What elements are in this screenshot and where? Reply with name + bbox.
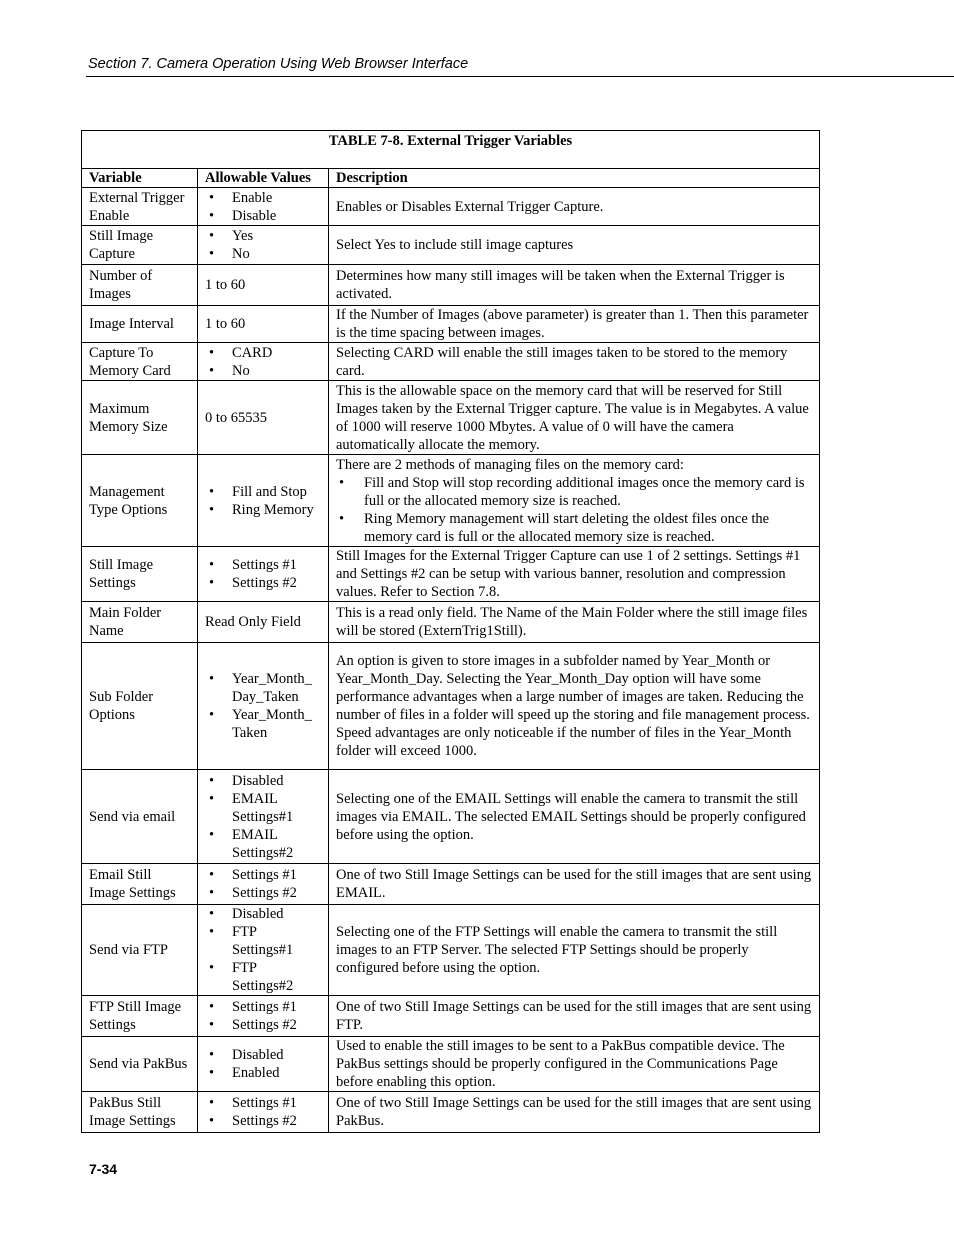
table-row bbox=[82, 996, 820, 1037]
value-item: • Settings #1 bbox=[205, 1094, 321, 1112]
values-cell bbox=[198, 643, 329, 770]
description-cell: Selecting one of the FTP Settings will enable the camera to transmit the still images to an FTP Server. The selected FTP Settings should be properly configured before using the option. bbox=[329, 905, 820, 996]
table-row bbox=[82, 643, 820, 770]
table-caption-row bbox=[82, 131, 820, 169]
value-item: • Settings #2 bbox=[205, 1016, 321, 1034]
value-item: • Ring Memory bbox=[205, 501, 321, 519]
value-item: • Settings #2 bbox=[205, 574, 321, 592]
description-cell: This is a read only field. The Name of the Main Folder where the still image files will be stored (ExternTrig1Still). bbox=[329, 602, 820, 643]
values-cell: Read Only Field bbox=[198, 602, 329, 643]
value-item: • Enabled bbox=[205, 1064, 321, 1082]
page-number: 7-34 bbox=[89, 1161, 118, 1177]
values-cell: 0 to 65535 bbox=[198, 381, 329, 455]
value-item: • FTP Settings#2 bbox=[205, 959, 321, 995]
table-row bbox=[82, 265, 820, 306]
value-item: • Yes bbox=[205, 227, 321, 245]
header-rule bbox=[86, 76, 954, 77]
variable-cell: Number of Images bbox=[82, 265, 198, 306]
values-cell bbox=[198, 343, 329, 381]
value-item: • Disabled bbox=[205, 1046, 321, 1064]
table-header-row bbox=[82, 169, 820, 188]
value-item: • Settings #2 bbox=[205, 884, 321, 902]
values-cell bbox=[198, 226, 329, 265]
variable-cell: Image Interval bbox=[82, 306, 198, 343]
table-row bbox=[82, 905, 820, 996]
table-row bbox=[82, 864, 820, 905]
variable-cell: Send via PakBus bbox=[82, 1037, 198, 1092]
description-cell: Still Images for the External Trigger Capture can use 1 of 2 settings. Settings #1 and Settings #2 can be setup with various banner, resolution and compression values. Refer to Section 7.8. bbox=[329, 547, 820, 602]
variable-cell: Still Image Settings bbox=[82, 547, 198, 602]
table-row bbox=[82, 602, 820, 643]
variable-cell: Management Type Options bbox=[82, 455, 198, 547]
table-caption: TABLE 7-8. External Trigger Variables bbox=[82, 131, 820, 169]
description-cell: An option is given to store images in a subfolder named by Year_Month or Year_Month_Day. Selecting the Year_Month_Day option will have some performance advantages when a large number of images are taken. Reducing the number of files in a folder will speed up the storing and file management process. Speed advantages are only noticeable if the number of files in the Year_Month folder will exceed 1000. bbox=[329, 643, 820, 770]
table-row bbox=[82, 343, 820, 381]
value-item: • EMAIL Settings#2 bbox=[205, 826, 321, 862]
value-item: • Settings #2 bbox=[205, 1112, 321, 1130]
description-cell: Used to enable the still images to be sent to a PakBus compatible device. The PakBus settings should be properly configured in the Communications Page before enabling this option. bbox=[329, 1037, 820, 1092]
variable-cell: Send via email bbox=[82, 770, 198, 864]
description-intro: There are 2 methods of managing files on the memory card: bbox=[336, 456, 684, 473]
description-cell bbox=[329, 455, 820, 547]
values-cell bbox=[198, 1037, 329, 1092]
value-item: • Settings #1 bbox=[205, 866, 321, 884]
variable-cell: Maximum Memory Size bbox=[82, 381, 198, 455]
values-cell bbox=[198, 770, 329, 864]
table-row bbox=[82, 188, 820, 226]
description-cell: If the Number of Images (above parameter) is greater than 1. Then this parameter is the time spacing between images. bbox=[329, 306, 820, 343]
variable-cell: Capture To Memory Card bbox=[82, 343, 198, 381]
values-cell bbox=[198, 547, 329, 602]
value-item: • EMAIL Settings#1 bbox=[205, 790, 321, 826]
column-header-description: Description bbox=[329, 169, 820, 188]
table-row bbox=[82, 455, 820, 547]
values-cell bbox=[198, 455, 329, 547]
values-cell bbox=[198, 188, 329, 226]
description-cell: Enables or Disables External Trigger Capture. bbox=[329, 188, 820, 226]
value-item: • Year_Month_ Day_Taken bbox=[205, 670, 321, 706]
table-row bbox=[82, 547, 820, 602]
table-row bbox=[82, 381, 820, 455]
values-cell bbox=[198, 996, 329, 1037]
description-cell: Selecting one of the EMAIL Settings will enable the camera to transmit the still images via EMAIL. The selected EMAIL Settings should be properly configured before using the option. bbox=[329, 770, 820, 864]
value-item: • Year_Month_ Taken bbox=[205, 706, 321, 742]
description-cell: One of two Still Image Settings can be used for the still images that are sent using EMAIL. bbox=[329, 864, 820, 905]
description-cell: Selecting CARD will enable the still images taken to be stored to the memory card. bbox=[329, 343, 820, 381]
variable-cell: Email Still Image Settings bbox=[82, 864, 198, 905]
column-header-variable: Variable bbox=[82, 169, 198, 188]
variable-cell: External Trigger Enable bbox=[82, 188, 198, 226]
description-bullet: • Ring Memory management will start deleting the oldest files once the memory card is full or the allocated memory size is reached. bbox=[336, 510, 812, 546]
description-cell: One of two Still Image Settings can be used for the still images that are sent using PakBus. bbox=[329, 1092, 820, 1133]
description-cell: This is the allowable space on the memory card that will be reserved for Still Images taken by the External Trigger capture. The value is in Megabytes. A value of 1000 will reserve 1000 Mbytes. A value of 0 will have the camera automatically allocate the memory. bbox=[329, 381, 820, 455]
value-item: • Fill and Stop bbox=[205, 483, 321, 501]
values-cell bbox=[198, 1092, 329, 1133]
description-cell: Select Yes to include still image captures bbox=[329, 226, 820, 265]
values-cell: 1 to 60 bbox=[198, 306, 329, 343]
variable-cell: Send via FTP bbox=[82, 905, 198, 996]
variable-cell: Main Folder Name bbox=[82, 602, 198, 643]
table-row bbox=[82, 1092, 820, 1133]
variable-cell: PakBus Still Image Settings bbox=[82, 1092, 198, 1133]
table-row bbox=[82, 306, 820, 343]
value-item: • CARD bbox=[205, 344, 321, 362]
column-header-allowable-values: Allowable Values bbox=[198, 169, 329, 188]
values-cell: 1 to 60 bbox=[198, 265, 329, 306]
variable-cell: FTP Still Image Settings bbox=[82, 996, 198, 1037]
table-row bbox=[82, 226, 820, 265]
section-header: Section 7. Camera Operation Using Web Browser Interface bbox=[88, 56, 469, 72]
variable-cell: Sub Folder Options bbox=[82, 643, 198, 770]
value-item: • Disabled bbox=[205, 772, 321, 790]
values-cell bbox=[198, 905, 329, 996]
description-cell: One of two Still Image Settings can be used for the still images that are sent using FTP. bbox=[329, 996, 820, 1037]
value-item: • FTP Settings#1 bbox=[205, 923, 321, 959]
external-trigger-variables-table bbox=[81, 130, 820, 1133]
description-cell: Determines how many still images will be taken when the External Trigger is activated. bbox=[329, 265, 820, 306]
value-item: • No bbox=[205, 362, 321, 380]
description-bullet: • Fill and Stop will stop recording additional images once the memory card is full or the allocated memory size is reached. bbox=[336, 474, 812, 510]
value-item: • No bbox=[205, 245, 321, 263]
value-item: • Disabled bbox=[205, 905, 321, 923]
table-row bbox=[82, 1037, 820, 1092]
variable-cell: Still Image Capture bbox=[82, 226, 198, 265]
value-item: • Settings #1 bbox=[205, 556, 321, 574]
value-item: • Settings #1 bbox=[205, 998, 321, 1016]
table-row bbox=[82, 770, 820, 864]
values-cell bbox=[198, 864, 329, 905]
value-item: • Disable bbox=[205, 207, 321, 225]
value-item: • Enable bbox=[205, 189, 321, 207]
